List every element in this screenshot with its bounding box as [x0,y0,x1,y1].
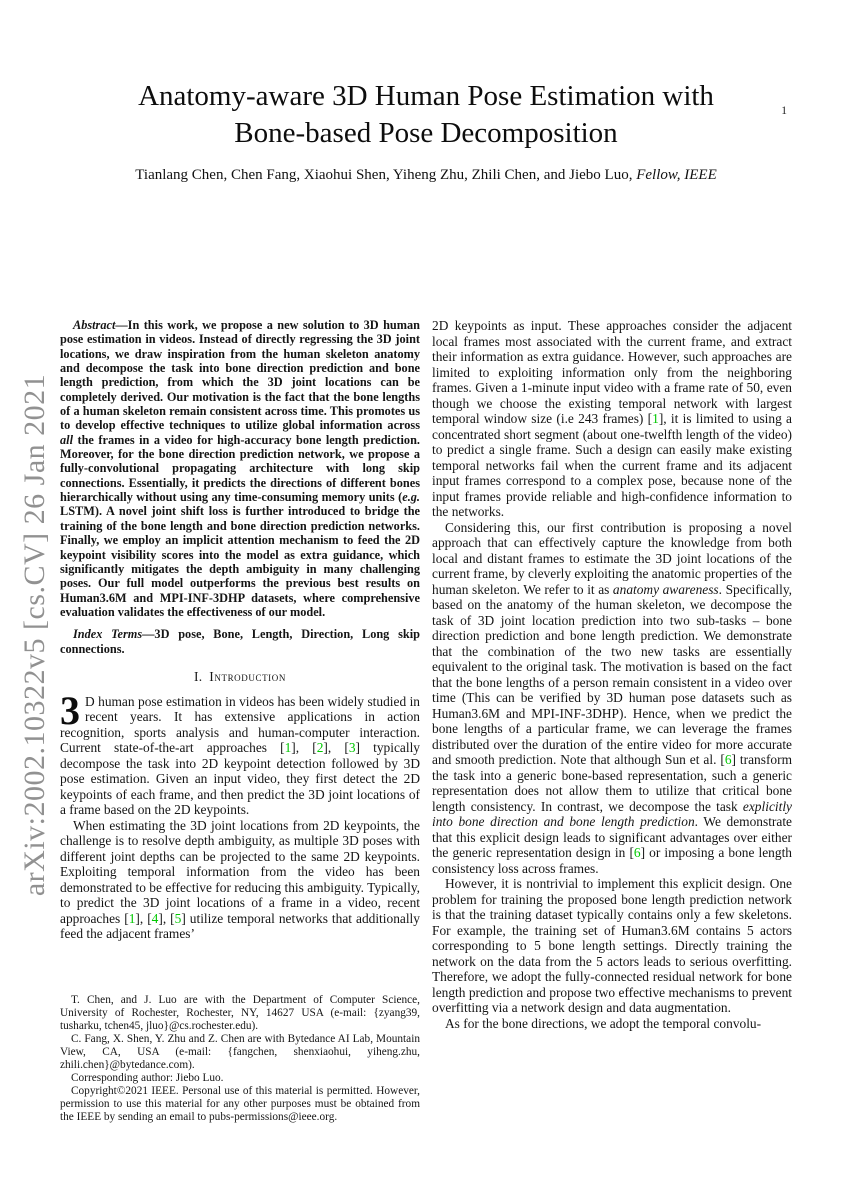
intro-paragraph-2: When estimating the 3D joint locations from 2D keypoints, the challenge is to resolve depth ambiguity, as multiple 3D poses with different joint depths can be projected to the same 2D keypoints. Exploiting temporal information from the video has been demonstrated to be effective for reducing this ambiguity. Typically, to predict the 3D joint locations of a frame in a video, recent approaches [1], [4], [5] utilize temporal networks that additionally feed the adjacent frames’ [60,817,420,942]
right-paragraph-2: Considering this, our first contribution is proposing a novel approach that can effectively capture the knowledge from both local and distant frames to estimate the 3D joint locations of the current frame, by cleverly exploiting the anatomic properties of the human skeleton. We refer to it as anatomy awareness. Specifically, based on the anatomy of the human skeleton, we decompose the task of 3D joint location prediction into two sub-tasks – bone direction prediction and bone length prediction. We demonstrate that the combination of the two new tasks are essentially equivalent to the original task. The motivation is based on the fact that the bone lengths of a person remain consistent in a video over time (This can be verified by 3D human pose datasets such as Human3.6M and MPI-INF-3DHP). Hence, when we predict the bone lengths of a particular frame, we can leverage the frames distributed over the duration of the entire video for more accurate and smooth prediction. Note that although Sun et al. [6] transform the task into a generic bone-based representation, such a generic representation does not allow them to utilize that critical bone length consistency. In contrast, we decompose the task explicitly into bone direction and bone length prediction. We demonstrate that this explicit design leads to significant advantages over either the generic representation design in [6] or imposing a bone length consistency loss across frames. [432,519,792,876]
footnote-block [60,988,420,1124]
section-heading-introduction [60,669,420,685]
right-paragraph-1: 2D keypoints as input. These approaches consider the adjacent local frames most associated with the current frame, and extract their information as extra guidance. However, such approaches are limited to exploiting information only from the neighboring frames. Given a 1-minute input video with a frame rate of 50, even though we choose the existing temporal network with largest temporal window size (i.e 243 frames) [1], it is limited to using a concentrated short segment (about one-twelfth length of the video) to predict a single frame. Such a design can easily make existing temporal networks fail when the current frame and its adjacent input frames correspond to a complex pose, because none of the input frames provide reliable and high-confidence information to the networks. [432,318,792,519]
dropcap-numeral-3: 3 [60,687,80,733]
footnote-affiliation-rochester: T. Chen, and J. Luo are with the Department of Computer Science, University of Rochester, Rochester, NY, 14627 USA (e-mail: {zyang39, tusharku, tchen45, jluo}@cs.rochester.edu). [60,994,420,1032]
footnote-corresponding-author: Corresponding author: Jiebo Luo. [71,1072,224,1084]
right-column [432,318,792,1124]
two-column-body [60,318,792,1124]
section-number: I. [194,668,203,684]
arxiv-watermark: arXiv:2002.10322v5 [cs.CV] 26 Jan 2021 [18,373,51,897]
paper-title-line-2: Bone-based Pose Decomposition [234,117,618,149]
paper-title [60,78,792,152]
paper-title-line-1: Anatomy-aware 3D Human Pose Estimation with [138,80,714,112]
section-title: Introduction [209,668,286,684]
index-terms-paragraph: Index Terms—3D pose, Bone, Length, Direction, Long skip connections. [60,627,420,656]
abstract-paragraph: Abstract—In this work, we propose a new solution to 3D human pose estimation in videos. Instead of directly regressing the 3D joint locations, we draw inspiration from the human skeleton anatomy and decompose the task into bone direction prediction and bone length prediction, from which the 3D joint locations can be completely derived. Our motivation is the fact that the bone lengths of a human skeleton remain consistent across time. This promotes us to develop effective techniques to utilize global information across all the frames in a video for high-accuracy bone length prediction. Moreover, for the bone direction prediction network, we propose a fully-convolutional propagating architecture with long skip connections. Essentially, it predicts the directions of different bones hierarchically without using any time-consuming memory units (e.g. LSTM). A novel joint shift loss is further introduced to bridge the training of the bone length and bone direction prediction networks. Finally, we employ an implicit attention mechanism to feed the 2D keypoint visibility scores into the model as extra guidance, which significantly mitigates the depth ambiguity in many challenging poses. Our full model outperforms the previous best results on Human3.6M and MPI-INF-3DHP datasets, where comprehensive evaluation validates the effectiveness of our model. [60,318,420,619]
intro-paragraph-1-text: D human pose estimation in videos has been widely studied in recent years. It has extensive applications in action recognition, sports analysis and human-computer interaction. Current state-of-the-art approaches [1], [2], [3] typically decompose the task into 2D keypoint detection followed by 3D pose estimation. Given an input video, they first detect the 2D keypoints of each frame, and then predict the 3D joint locations of a frame based on the 2D keypoints. [60,693,420,818]
right-paragraph-4: As for the bone directions, we adopt the temporal convolu- [445,1015,762,1031]
author-list: Tianlang Chen, Chen Fang, Xiaohui Shen, Yiheng Zhu, Zhili Chen, and Jiebo Luo, Fellow, IEEE [135,167,717,183]
left-column [60,318,420,1124]
page-number: 1 [781,105,787,117]
intro-paragraph-1 [60,687,420,818]
footnote-affiliation-bytedance: C. Fang, X. Shen, Y. Zhu and Z. Chen are with Bytedance AI Lab, Mountain View, CA, USA (e-mail: {fangchen, shenxiaohui, yiheng.zhu, zhili.chen}@bytedance.com). [60,1033,420,1071]
right-paragraph-3: However, it is nontrivial to implement this explicit design. One problem for training the proposed bone length prediction network is that the training dataset typically contains only a few skeletons. For example, the training set of Human3.6M contains 5 actors corresponding to 5 bone length settings. Directly training the network on the data from the 5 actors leads to serious overfitting. Therefore, we adopt the fully-connected residual network for bone length prediction and propose two effective mechanisms to prevent overfitting via a network design and data augmentation. [432,876,792,1015]
footnote-copyright: Copyright©2021 IEEE. Personal use of this material is permitted. However, permission to use this material for any other purposes must be obtained from the IEEE by sending an email to pubs-permissions@ieee.org. [60,1085,420,1123]
